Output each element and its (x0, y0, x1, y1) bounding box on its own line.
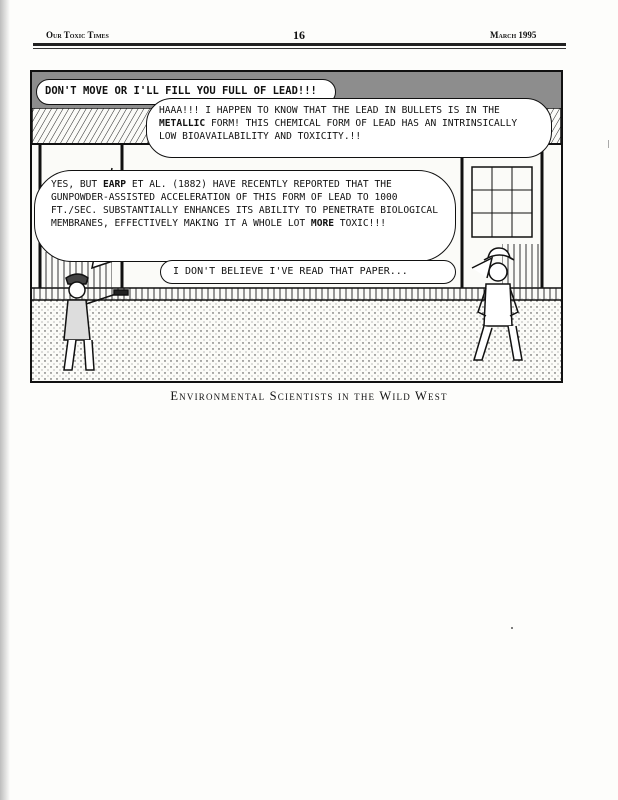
b3-post: TOXIC!!! (334, 217, 387, 229)
scan-speck (511, 627, 513, 629)
b3-em-earp: EARP (102, 179, 127, 190)
page-number: 16 (293, 28, 305, 42)
b2-pre: HAAA!!! I HAPPEN TO KNOW THAT THE LEAD IN BULLETS IS IN THE (159, 105, 500, 116)
publication-name: Our Toxic Times (46, 30, 109, 40)
scan-speck (608, 140, 609, 148)
boardwalk (32, 288, 561, 300)
b1-post: !!! (297, 85, 317, 97)
b2-post: FORM! THIS CHEMICAL FORM OF LEAD HAS AN INTRINSICALLY LOW BIOAVAILABILITY AND TOXICITY.!! (159, 117, 518, 142)
speech-bubble-gunman-reply (34, 170, 456, 262)
b3-em-more: MORE (310, 217, 335, 229)
b3-pre: YES, BUT (51, 179, 103, 190)
issue-date: March 1995 (490, 30, 537, 40)
speech-bubble-cowboy-reply: I DON'T BELIEVE I'VE READ THAT PAPER... (160, 260, 456, 284)
b2-em-metallic: METALLIC (159, 117, 206, 129)
b1-em-lead: LEAD (272, 85, 298, 97)
speech-bubble-cowboy (146, 98, 552, 158)
b1-pre: DON'T (45, 85, 83, 97)
b1-mid: OR I'LL FILL YOU FULL OF (108, 85, 273, 97)
header-rule-thick (33, 43, 566, 46)
window-right (472, 167, 532, 237)
b3-mid: ET AL. (1882) HAVE RECENTLY REPORTED THAT THE GUNPOWDER-ASSISTED ACCELERATION OF THIS FORM OF LEAD TO 1000 FT./SEC. SUBSTANTIALLY ENHANCES ITS ABILITY TO PENETRATE BIOLOGICAL MEMBRANES, EFFECTIVELY MAKING IT A WHOLE LOT (51, 179, 438, 229)
header-rule-thin (33, 48, 566, 49)
b1-em-move: MOVE (82, 85, 109, 97)
cartoon-caption: Environmental Scientists in the Wild West (170, 389, 448, 403)
